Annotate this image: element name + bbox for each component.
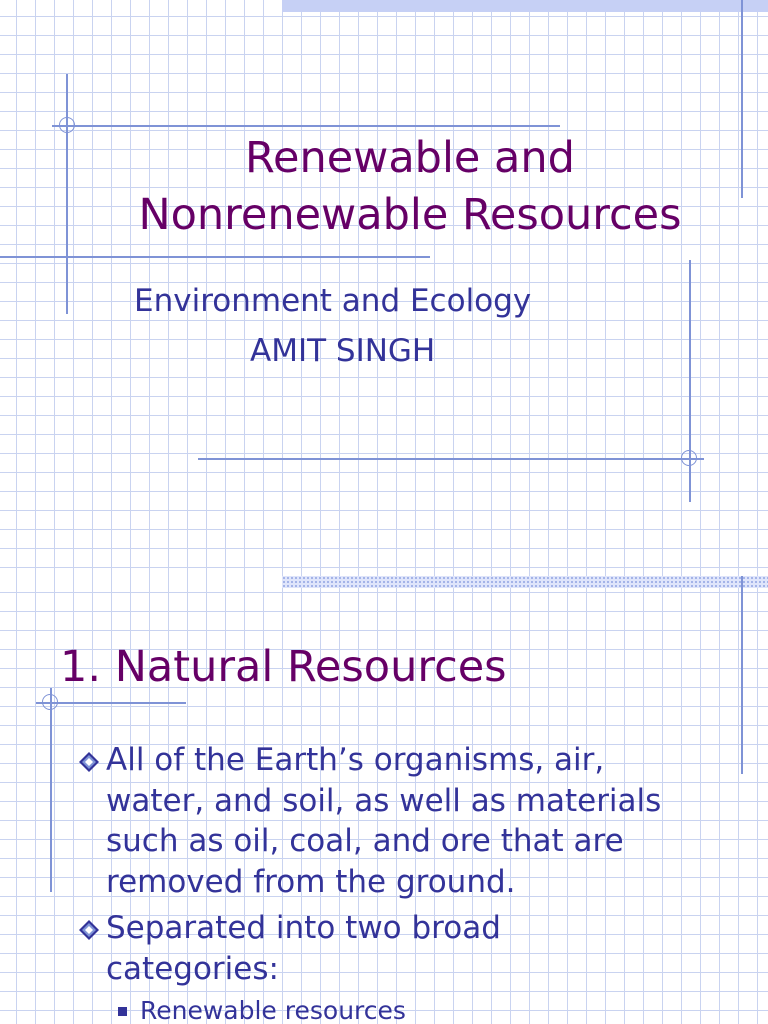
- title-line-2: Nonrenewable Resources: [138, 190, 682, 240]
- decor-line: [741, 576, 743, 774]
- diamond-bullet-icon: [78, 751, 100, 773]
- bullet-line: removed from the ground.: [106, 863, 516, 900]
- diamond-bullet-icon: [78, 919, 100, 941]
- sub-bullet-item: [76, 995, 736, 1024]
- square-bullet-icon: [118, 1007, 127, 1016]
- bullet-item: [76, 908, 736, 989]
- slide-title: [60, 130, 760, 244]
- decor-line: [50, 688, 52, 892]
- bullet-line: categories:: [106, 950, 279, 987]
- decor-line: [52, 125, 560, 127]
- bullet-line: Separated into two broad: [106, 910, 501, 946]
- bullet-item: [76, 740, 736, 902]
- bullet-line: such as oil, coal, and ore that are: [106, 823, 624, 859]
- author-name: AMIT SINGH: [250, 333, 436, 369]
- sub-bullet-label: Renewable resources: [140, 996, 406, 1024]
- content-slide: [0, 576, 768, 1024]
- decor-circle: [42, 694, 58, 710]
- section-heading: 1. Natural Resources: [60, 642, 507, 692]
- bullet-line: All of the Earth’s organisms, air,: [106, 742, 605, 778]
- decor-line: [0, 256, 430, 258]
- decor-line: [198, 458, 704, 460]
- course-name: Environment and Ecology: [134, 283, 532, 319]
- bullet-line: water, and soil, as well as materials: [106, 782, 662, 819]
- bullet-list: [76, 740, 736, 1024]
- top-accent-band: [282, 576, 768, 588]
- top-accent-band: [282, 0, 768, 12]
- title-line-1: Renewable and: [245, 133, 575, 183]
- decor-circle: [681, 450, 697, 466]
- decor-line: [36, 702, 186, 704]
